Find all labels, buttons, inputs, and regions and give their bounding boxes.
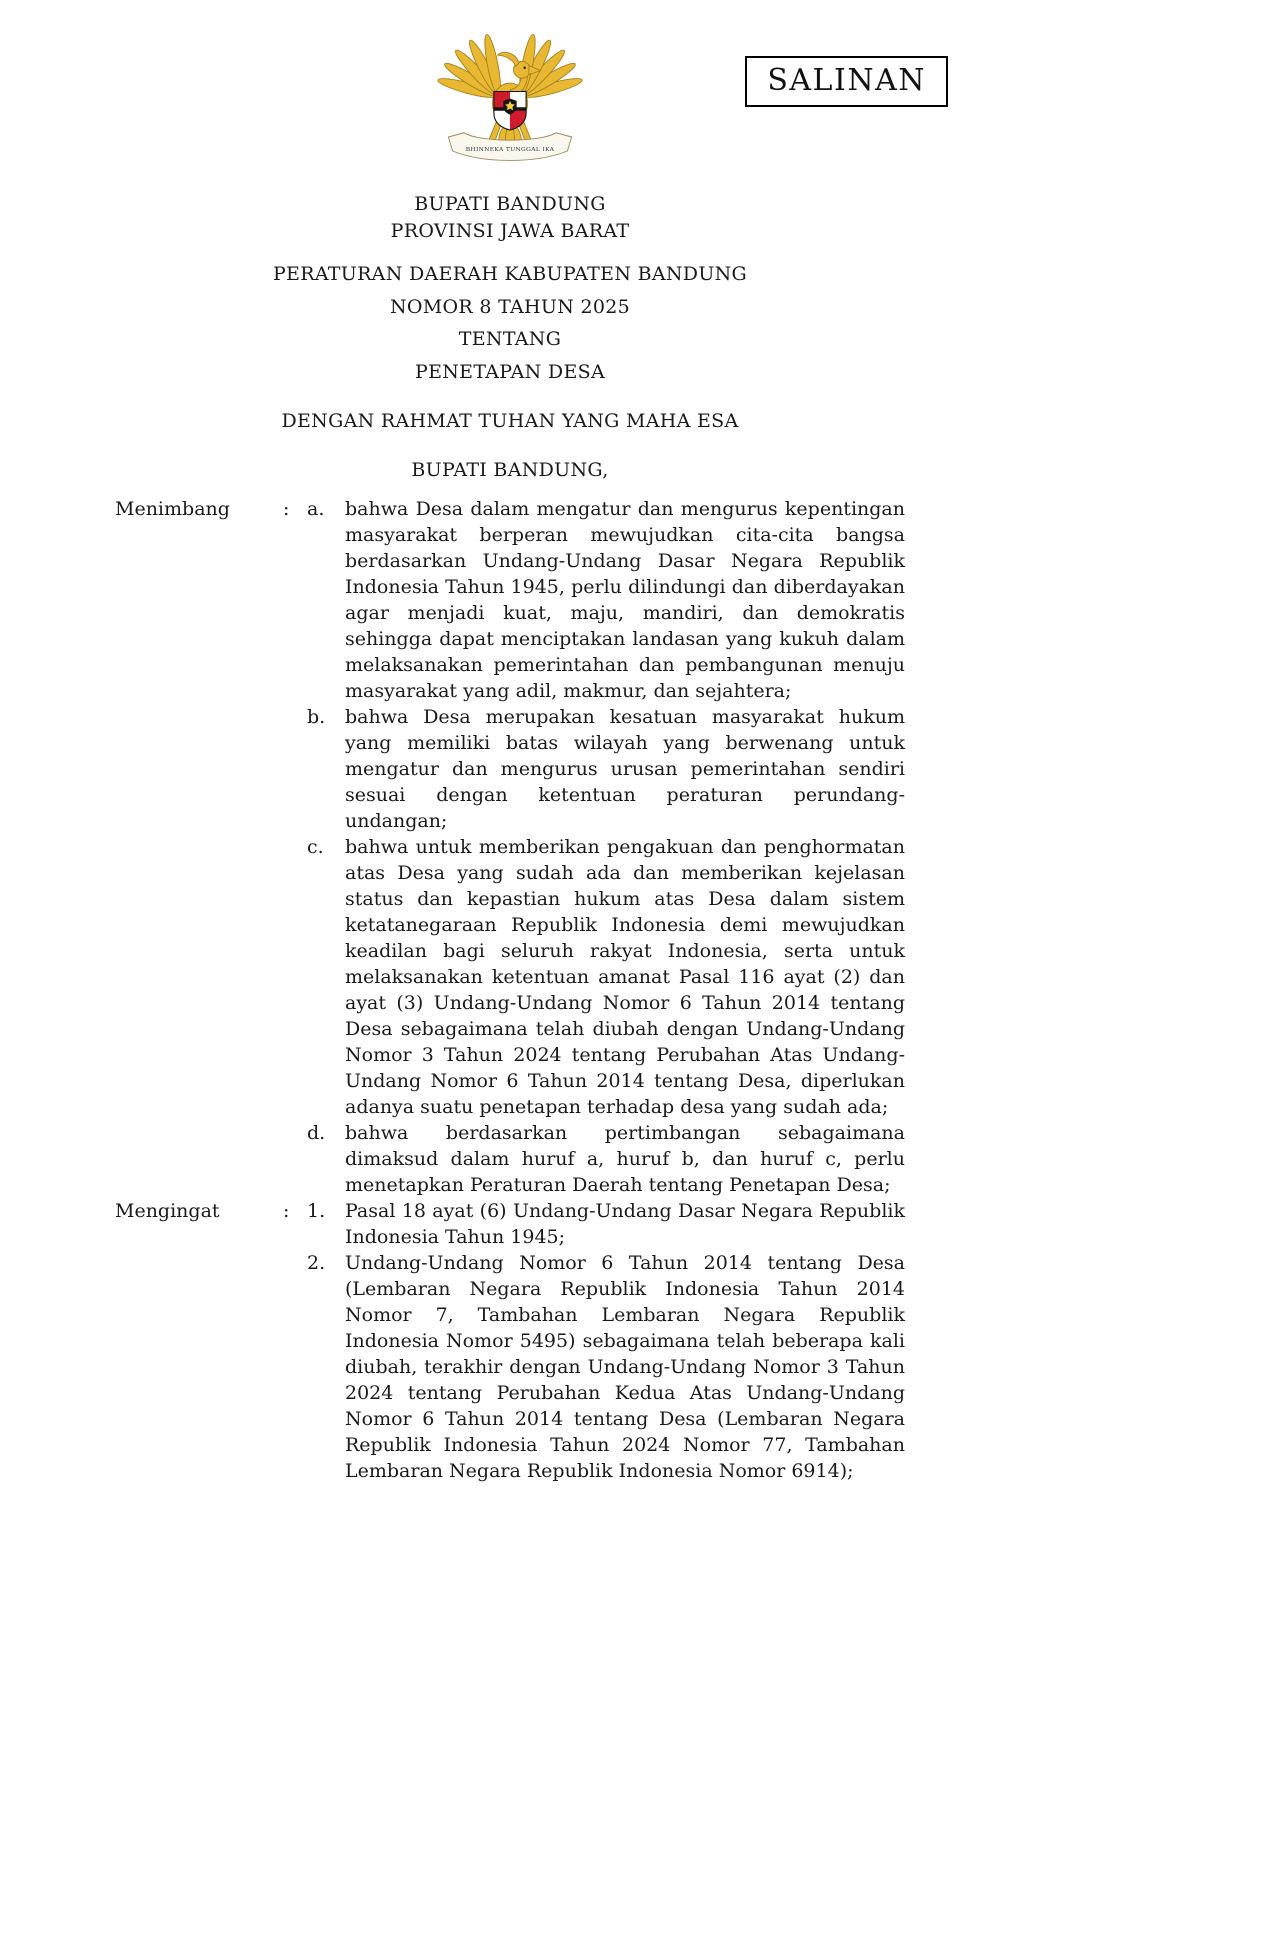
recalling-item-1 <box>307 1198 905 1250</box>
recalling-items <box>307 1198 905 1484</box>
considering-item-d <box>307 1120 905 1198</box>
province-line: PROVINSI JAWA BARAT <box>390 220 630 242</box>
regulation-title-block <box>115 258 905 388</box>
regulation-subject: PENETAPAN DESA <box>415 360 605 383</box>
considering-item-c <box>307 834 905 1120</box>
item-marker: 1. <box>307 1200 326 1222</box>
considering-label: Menimbang <box>115 498 230 520</box>
garuda-pancasila-icon <box>426 25 594 172</box>
recalling-section <box>115 1198 905 1484</box>
item-text: Undang-Undang Nomor 6 Tahun 2014 tentang Desa (Lembaran Negara Republik Indonesia Tahun 2014 Nomor 7, Tambahan Lembaran Negara Republik Indonesia Nomor 5495) sebagaimana telah beberapa kali diubah, terakhir dengan Undang-Undang Nomor 3 Tahun 2024 tentang Perubahan Kedua Atas Undang-Undang Nomor 6 Tahun 2014 tentang Desa (Lembaran Negara Republik Indonesia Tahun 2024 Nomor 77, Tambahan Lembaran Negara Republik Indonesia Nomor 6914); <box>345 1252 905 1482</box>
item-marker: d. <box>307 1122 326 1144</box>
garuda-pancasila-emblem <box>115 0 905 175</box>
considering-item-a <box>307 496 905 704</box>
copy-stamp-label: SALINAN <box>767 63 926 98</box>
invocation-line: DENGAN RAHMAT TUHAN YANG MAHA ESA <box>281 410 739 432</box>
considering-section <box>115 496 905 1198</box>
tentang-label: TENTANG <box>458 328 562 350</box>
motto-ribbon-text: BHINNEKA TUNGGAL IKA <box>465 146 555 153</box>
item-text: bahwa untuk memberikan pengakuan dan penghormatan atas Desa yang sudah ada dan memberikan kejelasan status dan kepastian hukum atas Desa dalam sistem ketatanegaraan Republik Indonesia demi mewujudkan keadilan bagi seluruh rakyat Indonesia, serta untuk melaksanakan ketentuan amanat Pasal 116 ayat (2) dan ayat (3) Undang-Undang Nomor 6 Tahun 2014 tentang Desa sebagaimana telah diubah dengan Undang-Undang Nomor 3 Tahun 2024 tentang Perubahan Atas Undang-Undang Nomor 6 Tahun 2014 tentang Desa, diperlukan adanya suatu penetapan terhadap desa yang sudah ada; <box>345 836 905 1118</box>
recalling-label: Mengingat <box>115 1200 220 1222</box>
item-text: Pasal 18 ayat (6) Undang-Undang Dasar Negara Republik Indonesia Tahun 1945; <box>345 1200 905 1248</box>
item-text: bahwa berdasarkan pertimbangan sebagaimana dimaksud dalam huruf a, huruf b, dan huruf c, perlu menetapkan Peraturan Daerah tentang Penetapan Desa; <box>345 1122 905 1196</box>
considering-item-b <box>307 704 905 834</box>
item-marker: c. <box>307 836 324 858</box>
considering-items <box>307 496 905 1198</box>
authority-block <box>115 191 905 245</box>
item-text: bahwa Desa merupakan kesatuan masyarakat hukum yang memiliki batas wilayah yang berwenang untuk mengatur dan mengurus urusan pemerintahan sendiri sesuai dengan ketentuan peraturan perundang-undangan; <box>345 706 905 832</box>
recalling-item-2 <box>307 1250 905 1484</box>
document-content <box>115 0 905 1484</box>
regulation-number: NOMOR 8 TAHUN 2025 <box>389 295 631 318</box>
authority-line: BUPATI BANDUNG <box>414 193 606 215</box>
item-marker: b. <box>307 706 326 728</box>
regulation-title: PERATURAN DAERAH KABUPATEN BANDUNG <box>272 263 748 285</box>
item-marker: 2. <box>307 1252 326 1274</box>
recalling-separator: : <box>283 1200 290 1222</box>
issuer-line: BUPATI BANDUNG, <box>411 459 609 481</box>
item-text: bahwa Desa dalam mengatur dan mengurus kepentingan masyarakat berperan mewujudkan cita-cita bangsa berdasarkan Undang-Undang Dasar Negara Republik Indonesia Tahun 1945, perlu dilindungi dan diberdayakan agar menjadi kuat, maju, mandiri, dan demokratis sehingga dapat menciptakan landasan yang kukuh dalam melaksanakan pemerintahan dan pembangunan menuju masyarakat yang adil, makmur, dan sejahtera; <box>345 498 905 702</box>
considering-separator: : <box>283 498 290 520</box>
item-marker: a. <box>307 498 325 520</box>
